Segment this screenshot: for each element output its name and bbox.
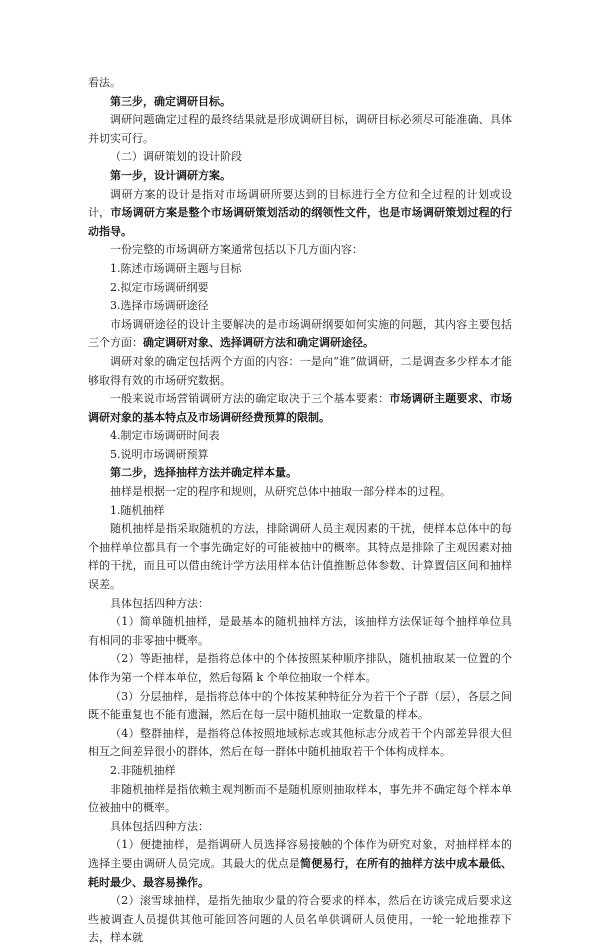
step-three-heading: 第三步，确定调研目标。 (110, 94, 231, 108)
paragraph: 调研对象的确定包括两个方面的内容：一是向“谁”做调研，二是调查多少样本才能够取得有效的市场研究数据。 (88, 354, 512, 387)
paragraph: 调研问题确定过程的最终结果就是形成调研目标，调研目标必须尽可能准确、具体并切实可行。 (88, 113, 512, 145)
paragraph: 抽样是根据一定的程序和规则，从研究总体中抽取一部分样本的过程。 (110, 485, 451, 499)
subheading: 1.随机抽样 (110, 503, 165, 517)
list-item: 5.说明市场调研预算 (110, 447, 209, 461)
subheading: 2.非随机抽样 (110, 763, 176, 777)
text-continuation: 看法。 (88, 76, 121, 89)
paragraph: 一般来说市场营销调研方法的确定取决于三个基本要素：市场调研主题要求、市场调研对象的基本特点及市场调研经费预算的限制。 (88, 392, 513, 424)
step-two-heading: 第二步，选择抽样方法并确定样本量。 (110, 466, 297, 480)
paragraph: 具体包括四种方法： (110, 819, 209, 833)
paragraph: 非随机抽样是指依赖主观判断而不是随机原则抽取样本，事先并不确定每个样本单位被抽中的概率。 (88, 782, 512, 815)
list-item: （3）分层抽样，是指将总体中的个体按某种特征分为若干个子群（层），各层之间既不能重复也不能有遗漏，然后在每一层中随机抽取一定数量的样本。 (88, 689, 512, 722)
list-item: （2）滚雪球抽样，是指先抽取少量的符合要求的样本，然后在访谈完成后要求这些被调查人员提供其他可能回答问题的人员名单供调研人员使用，一轮一轮地推荐下去，样本就 (88, 894, 512, 945)
list-item: 4.制定市场调研时间表 (110, 429, 220, 443)
section-heading: （二）调研策划的设计阶段 (110, 150, 242, 164)
paragraph: 市场调研途径的设计主要解决的是市场调研纲要如何实施的问题，其内容主要包括三个方面：确定调研对象、选择调研方法和确定调研途径。 (88, 317, 512, 350)
list-item: （2）等距抽样，是指将总体中的个体按照某种顺序排队，随机抽取某一位置的个体作为第一个样本单位，然后每隔 k 个单位抽取一个样本。 (88, 652, 512, 684)
step-one-heading: 第一步，设计调研方案。 (110, 168, 231, 182)
list-item: 1.陈述市场调研主题与目标 (110, 261, 242, 275)
list-item: 3.选择市场调研途径 (110, 299, 209, 313)
paragraph: 一份完整的市场调研方案通常包括以下几方面内容： (110, 243, 363, 257)
paragraph: 调研方案的设计是指对市场调研所要达到的目标进行全方位和全过程的计划或设计，市场调研方案是整个市场调研策划活动的纲领性文件，也是市场调研策划过程的行动指导。 (88, 187, 513, 238)
list-item: 2.拟定市场调研纲要 (110, 280, 209, 294)
list-item: （1）便捷抽样，是指调研人员选择容易接触的个体作为研究对象，对抽样样本的选择主要由调研人员完成。其最大的优点是简便易行，在所有的抽样方法中成本最低、耗时最少、最容易操作。 (88, 838, 513, 889)
list-item: （1）简单随机抽样，是最基本的随机抽样方法，该抽样方法保证每个抽样单位具有相同的非零抽中概率。 (88, 615, 512, 647)
paragraph: 具体包括四种方法： (110, 596, 209, 610)
list-item: （4）整群抽样，是指将总体按照地域标志或其他标志分成若干个内部差异很大但相互之间差异很小的群体，然后在每一群体中随机抽取若干个体构成样本。 (88, 726, 512, 759)
paragraph: 随机抽样是指采取随机的方法，排除调研人员主观因素的干扰，使样本总体中的每个抽样单位都具有一个事先确定好的可能被抽中的概率。其特点是排除了主观因素对抽样的干扰，而且可以借由统计学方法用样本估计值推断总体参数、计算置信区间和抽样误差。 (88, 522, 512, 592)
